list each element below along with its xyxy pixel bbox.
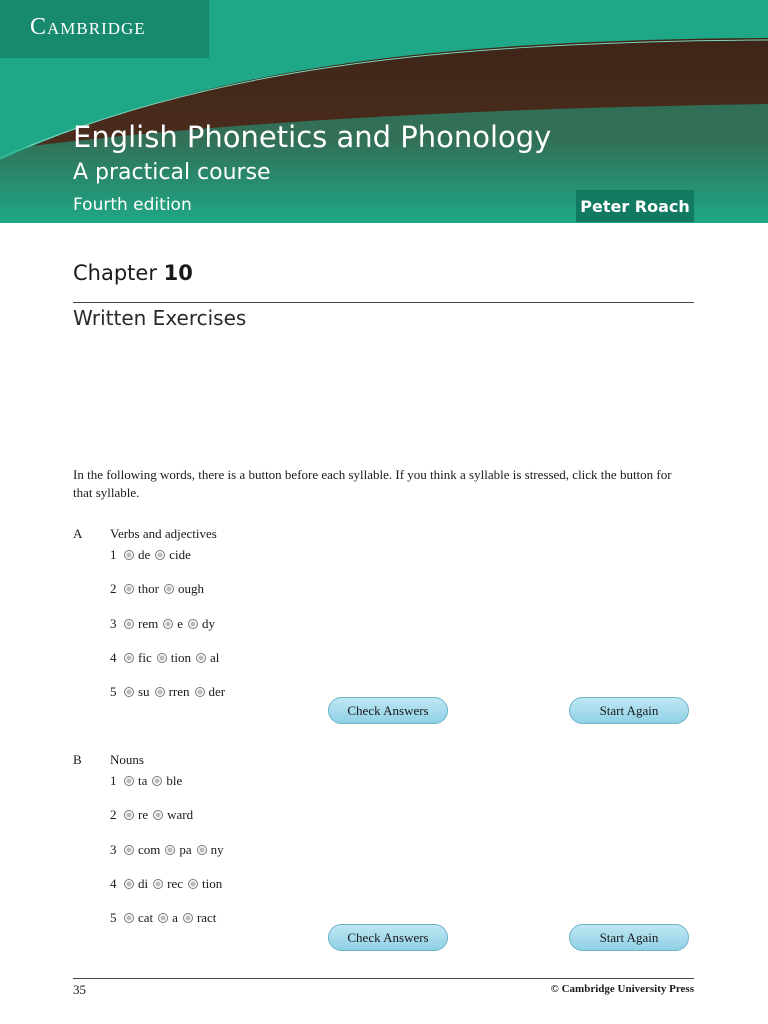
syllable-option[interactable]	[196, 650, 219, 666]
syllable-radio-button[interactable]	[124, 619, 134, 629]
exercise-item	[110, 910, 221, 926]
syllable-radio-button[interactable]	[124, 653, 134, 663]
syllable-text: thor	[138, 581, 159, 597]
syllable-option[interactable]	[153, 876, 183, 892]
book-header	[0, 0, 768, 223]
item-number: 5	[110, 910, 117, 926]
item-number: 1	[110, 773, 117, 788]
syllable-radio-button[interactable]	[196, 653, 206, 663]
group-letter: A	[73, 526, 83, 541]
syllable-radio-button[interactable]	[124, 845, 134, 855]
exercise-item	[110, 547, 196, 563]
instructions-text: In the following words, there is a button before each syllable. If you think a syllable is stressed, click the button for that syllable.	[73, 467, 672, 500]
book-subtitle: A practical course	[73, 160, 271, 185]
syllable-text: re	[138, 807, 149, 823]
syllable-radio-button[interactable]	[155, 687, 165, 697]
syllable-radio-button[interactable]	[188, 619, 198, 629]
syllable-radio-button[interactable]	[124, 879, 134, 889]
exercise-item	[110, 842, 229, 858]
syllable-text: a	[172, 910, 178, 926]
syllable-text: ny	[210, 841, 224, 857]
syllable-radio-button[interactable]	[157, 653, 167, 663]
publisher-logo-box	[0, 0, 209, 58]
syllable-option[interactable]	[124, 684, 150, 700]
page-number: 35	[73, 982, 86, 997]
syllable-option[interactable]	[124, 910, 153, 926]
syllable-option[interactable]	[188, 876, 222, 892]
syllable-option[interactable]	[124, 616, 158, 632]
syllable-option[interactable]	[165, 842, 191, 858]
syllable-text: e	[177, 615, 183, 631]
chapter-heading	[73, 261, 193, 285]
syllable-option[interactable]	[124, 842, 160, 858]
syllable-radio-button[interactable]	[183, 913, 193, 923]
syllable-option[interactable]	[157, 650, 191, 666]
syllable-option[interactable]	[163, 616, 183, 632]
syllable-radio-button[interactable]	[188, 879, 198, 889]
syllable-radio-button[interactable]	[165, 845, 175, 855]
group-label: Verbs and adjectives	[110, 526, 217, 541]
syllable-text: ough	[177, 581, 204, 597]
syllable-text: su	[138, 684, 150, 700]
syllable-text: dy	[202, 615, 215, 631]
syllable-option[interactable]	[124, 581, 159, 597]
syllable-text: com	[138, 841, 161, 857]
syllable-option[interactable]	[124, 650, 152, 666]
syllable-radio-button[interactable]	[124, 584, 134, 594]
syllable-option[interactable]	[153, 807, 193, 823]
book-edition: Fourth edition	[73, 195, 192, 215]
syllable-text: rem	[138, 615, 159, 631]
syllable-text: tion	[170, 649, 191, 665]
syllable-option[interactable]	[188, 616, 215, 632]
item-number: 2	[110, 807, 117, 823]
syllable-option[interactable]	[124, 773, 147, 789]
syllable-text: cide	[169, 547, 191, 562]
book-title: English Phonetics and Phonology	[73, 120, 552, 154]
exercise-item	[110, 616, 220, 632]
syllable-text: pa	[179, 841, 192, 857]
syllable-option[interactable]	[155, 684, 190, 700]
chapter-number: 10	[163, 261, 193, 285]
check-answers-button[interactable]: Check Answers	[328, 924, 448, 951]
item-number: 2	[110, 581, 117, 597]
exercise-item	[110, 876, 227, 892]
section-title: Written Exercises	[73, 306, 247, 330]
syllable-text: ble	[166, 773, 183, 788]
syllable-text: fic	[138, 649, 152, 665]
syllable-option[interactable]	[155, 547, 191, 563]
syllable-radio-button[interactable]	[155, 550, 165, 560]
syllable-radio-button[interactable]	[124, 913, 134, 923]
item-number: 4	[110, 875, 117, 891]
exercise-item	[110, 807, 198, 823]
group-label: Nouns	[110, 752, 144, 767]
syllable-text: tion	[202, 875, 223, 891]
syllable-text: ract	[196, 910, 217, 926]
exercise-item	[110, 650, 224, 666]
syllable-option[interactable]	[197, 842, 224, 858]
syllable-text: di	[138, 875, 149, 891]
syllable-text: rec	[167, 875, 183, 891]
syllable-radio-button[interactable]	[124, 776, 134, 786]
syllable-text: der	[208, 684, 226, 700]
syllable-text: de	[138, 547, 151, 562]
footer-divider	[73, 978, 694, 979]
item-number: 3	[110, 615, 117, 631]
syllable-option[interactable]	[152, 773, 182, 789]
syllable-text: ta	[138, 773, 148, 788]
item-number: 4	[110, 649, 117, 665]
syllable-text: al	[209, 649, 220, 665]
syllable-radio-button[interactable]	[124, 687, 134, 697]
copyright-notice: © Cambridge University Press	[550, 983, 694, 995]
exercise-item	[110, 684, 230, 700]
item-number: 5	[110, 684, 117, 700]
syllable-radio-button[interactable]	[124, 810, 134, 820]
syllable-option[interactable]	[158, 910, 178, 926]
syllable-radio-button[interactable]	[153, 879, 163, 889]
syllable-option[interactable]	[195, 684, 226, 700]
syllable-radio-button[interactable]	[195, 687, 205, 697]
publisher-logo: Cambridge	[30, 14, 146, 40]
author-badge: Peter Roach	[576, 190, 694, 222]
item-number: 1	[110, 547, 117, 562]
syllable-text: ward	[167, 807, 194, 823]
syllable-text: cat	[138, 910, 154, 926]
item-number: 3	[110, 841, 117, 857]
syllable-option[interactable]	[124, 807, 148, 823]
exercise-item	[110, 773, 187, 789]
syllable-text: rren	[168, 684, 190, 700]
chapter-divider	[73, 302, 694, 303]
syllable-option[interactable]	[183, 910, 216, 926]
start-again-button[interactable]: Start Again	[569, 924, 689, 951]
chapter-prefix: Chapter	[73, 261, 157, 285]
syllable-radio-button[interactable]	[164, 584, 174, 594]
start-again-button[interactable]: Start Again	[569, 697, 689, 724]
group-letter: B	[73, 752, 82, 767]
syllable-radio-button[interactable]	[163, 619, 173, 629]
syllable-option[interactable]	[124, 876, 148, 892]
syllable-radio-button[interactable]	[152, 776, 162, 786]
exercise-item	[110, 581, 209, 597]
syllable-radio-button[interactable]	[158, 913, 168, 923]
syllable-radio-button[interactable]	[197, 845, 207, 855]
syllable-radio-button[interactable]	[153, 810, 163, 820]
check-answers-button[interactable]: Check Answers	[328, 697, 448, 724]
syllable-radio-button[interactable]	[124, 550, 134, 560]
syllable-option[interactable]	[124, 547, 150, 563]
syllable-option[interactable]	[164, 581, 204, 597]
